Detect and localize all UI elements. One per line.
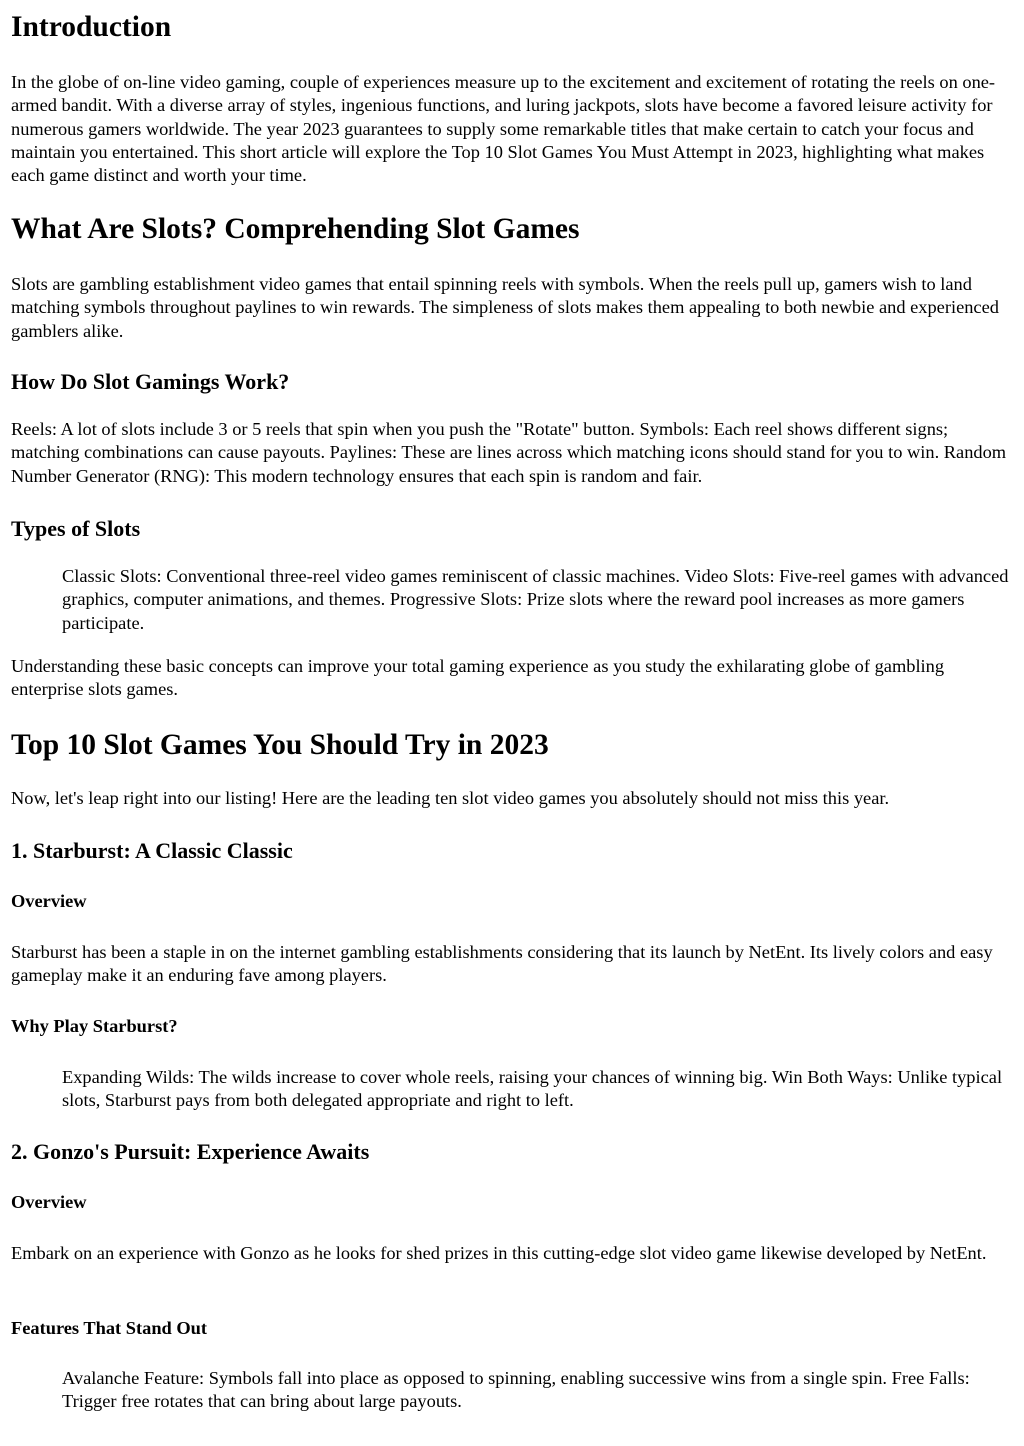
starburst-overview-heading: Overview (11, 891, 87, 911)
types-quote: Classic Slots: Conventional three-reel video games reminiscent of classic machines. Video Slots: Five-reel games with advanced graphics, computer animations, and themes. Progressive Slots: Prize slots where the reward pool increases as more gamers participate. (62, 566, 1009, 633)
starburst-heading: 1. Starburst: A Classic Classic (11, 838, 293, 863)
how-heading: How Do Slot Gamings Work? (11, 369, 290, 394)
understanding-paragraph: Understanding these basic concepts can improve your total gaming experience as you study the exhilarating globe of gambling enterprise slots games. (11, 656, 945, 700)
gonzo-overview-paragraph: Embark on an experience with Gonzo as he looks for shed prizes in this cutting-edge slot video game likewise developed by NetEnt. (11, 1243, 987, 1263)
gonzo-overview-heading: Overview (11, 1192, 87, 1212)
how-paragraph: Reels: A lot of slots include 3 or 5 reels that spin when you push the "Rotate" button. Symbols: Each reel shows different signs; matching combinations can cause payouts. Paylines: These are lines across which matching icons should stand for you to win. Random Number Generator (RNG): This modern technology ensures that each spin is random and fair. (11, 419, 1007, 486)
starburst-overview-paragraph: Starburst has been a staple in on the internet gambling establishments considering that its launch by NetEnt. Its lively colors and easy gameplay make it an enduring fave among players. (11, 942, 993, 986)
what-paragraph: Slots are gambling establishment video games that entail spinning reels with symbols. When the reels pull up, gamers wish to land matching symbols throughout paylines to win rewards. The simpleness of slots makes them appealing to both newbie and experienced gamblers alike. (11, 274, 999, 341)
gonzo-features-heading: Features That Stand Out (11, 1318, 208, 1338)
what-heading: What Are Slots? Comprehending Slot Games (11, 213, 580, 245)
gonzo-features-quote: Avalanche Feature: Symbols fall into place as opposed to spinning, enabling successive wins from a single spin. Free Falls: Trigger free rotates that can bring about large payouts. (62, 1368, 970, 1412)
top10-heading: Top 10 Slot Games You Should Try in 2023 (11, 729, 549, 761)
intro-paragraph: In the globe of on-line video gaming, couple of experiences measure up to the excitement and excitement of rotating the reels on one-armed bandit. With a diverse array of styles, ingenious functions, and luring jackpots, slots have become a favored leisure activity for numerous gamers worldwide. The year 2023 guarantees to supply some remarkable titles that make certain to catch your focus and maintain you entertained. This short article will explore the Top 10 Slot Games You Must Attempt in 2023, highlighting what makes each game distinct and worth your time. (11, 72, 996, 186)
top10-paragraph: Now, let's leap right into our listing! Here are the leading ten slot video games you absolutely should not miss this year. (11, 788, 890, 808)
starburst-why-heading: Why Play Starburst? (11, 1016, 178, 1036)
gonzo-heading: 2. Gonzo's Pursuit: Experience Awaits (11, 1139, 370, 1164)
starburst-why-quote: Expanding Wilds: The wilds increase to cover whole reels, raising your chances of winning big. Win Both Ways: Unlike typical slots, Starburst pays from both delegated appropriate and right to left. (62, 1067, 1003, 1111)
intro-heading: Introduction (11, 11, 172, 43)
types-heading: Types of Slots (11, 516, 141, 541)
